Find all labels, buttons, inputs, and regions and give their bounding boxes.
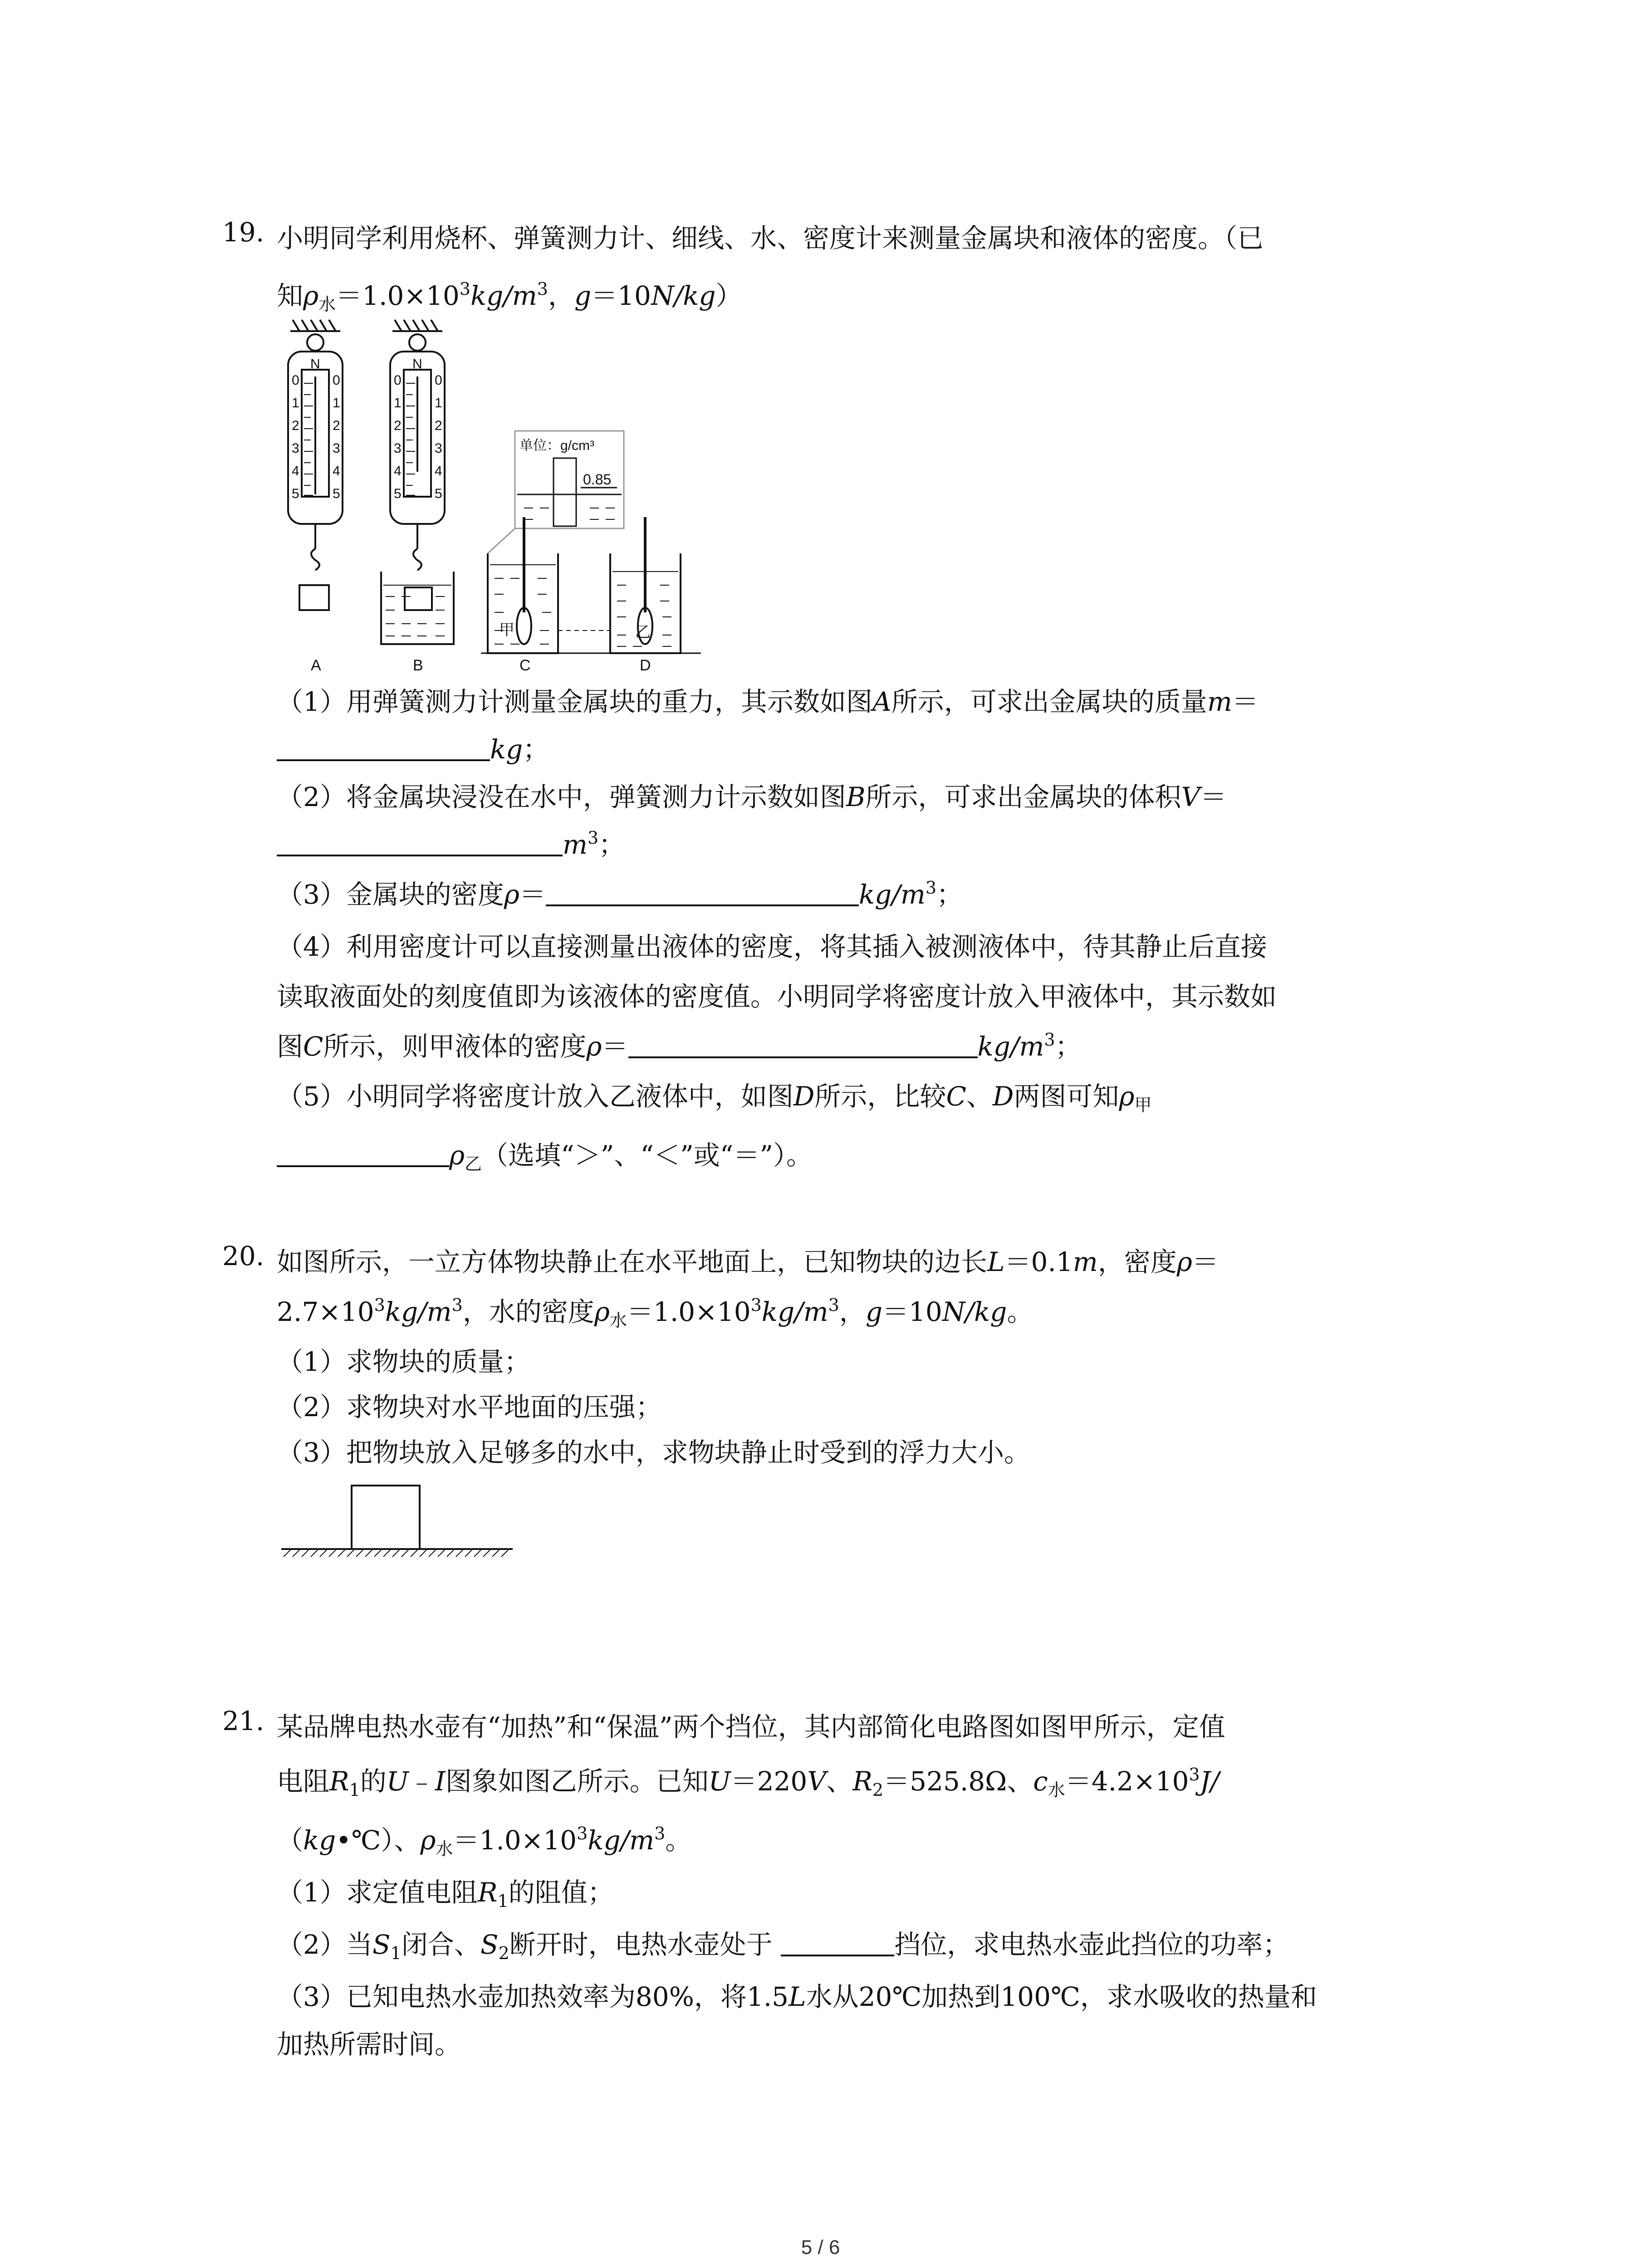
spring-scale-b-icon: [381, 334, 454, 644]
svg-text:1: 1: [394, 396, 402, 411]
q19-part5-line2: $\rho_乙$（选填“＞”、“＜”或“＝”）。: [277, 1134, 813, 1172]
answer-blank-metal-density[interactable]: [546, 881, 859, 906]
svg-text:2: 2: [394, 418, 402, 433]
svg-text:5: 5: [333, 486, 340, 501]
answer-blank-liquid-density[interactable]: [628, 1033, 978, 1058]
q19-part3: （3）金属块的密度$\rho= kg/m^3$；: [277, 878, 963, 910]
q19-number: 19.: [222, 217, 265, 248]
q21-part2: （2）当$S_1$闭合、$S_2$断开时，电热水壶处于 挡位，求电热水壶此挡位的功率；: [277, 1929, 1289, 1963]
ceiling-a-icon: [290, 320, 340, 331]
densimeter-reading: 0.85: [583, 471, 612, 488]
ground-hatch-icon: [284, 1550, 508, 1557]
svg-text:2: 2: [292, 418, 299, 433]
ceiling-b-icon: [392, 320, 442, 331]
cube-icon: [352, 1486, 420, 1549]
liquid-c-label: 甲: [499, 621, 514, 639]
q19-part5-line1: （5）小明同学将密度计放入乙液体中，如图D所示，比较C、D两图可知$\rho_甲$: [277, 1081, 1152, 1115]
q19-part2-line2: $m^3$；: [277, 823, 625, 861]
svg-text:0: 0: [394, 373, 402, 388]
q19-part4-line1: （4）利用密度计可以直接测量出液体的密度，将其插入被测液体中，待其静止后直接: [277, 931, 1267, 962]
q20-line1: 如图所示，一立方体物块静止在水平地面上，已知物块的边长L＝0.1m，密度ρ＝: [277, 1246, 1219, 1277]
q21-line2: 电阻$R_1$的U﹣I图象如图乙所示。已知U＝220V、$R_2=525.8\Omega$、$c_水=4.2\times 10^3J/$: [277, 1765, 1220, 1800]
q19-part1-line1: （1）用弹簧测力计测量金属块的重力，其示数如图A所示，可求出金属块的质量m＝: [277, 686, 1259, 717]
liquid-d-label: 乙: [635, 624, 651, 641]
answer-blank-compare[interactable]: [277, 1142, 449, 1167]
q20-part1: （1）求物块的质量；: [277, 1346, 530, 1377]
scale-a-letter: N: [310, 357, 320, 371]
q19-figure: [272, 318, 703, 671]
q19-part1-line2: kg；: [277, 728, 549, 766]
svg-text:5: 5: [435, 486, 442, 501]
svg-text:0: 0: [292, 373, 299, 388]
answer-blank-mass[interactable]: [277, 736, 490, 761]
svg-text:1: 1: [435, 396, 442, 411]
q20-number: 20.: [222, 1241, 265, 1271]
q20-cube-figure: [281, 1483, 517, 1560]
figure-label-b: B: [413, 657, 423, 671]
svg-text:4: 4: [333, 464, 340, 479]
svg-text:5: 5: [394, 486, 402, 501]
beaker-c-icon: [488, 517, 558, 653]
svg-text:4: 4: [394, 464, 402, 479]
figure-label-a: A: [311, 657, 321, 671]
page-number: 5 / 6: [801, 2236, 840, 2258]
q21-part3-line1: （3）已知电热水壶加热效率为80%，将1.5L水从20℃加热到100℃，求水吸收的热量和: [277, 1981, 1317, 2012]
svg-text:0: 0: [333, 373, 340, 388]
q21-number: 21.: [222, 1706, 265, 1736]
svg-text:3: 3: [333, 441, 340, 456]
unit-label: 单位：g/cm³: [519, 438, 594, 453]
q19-intro-line1: 小明同学利用烧杯、弹簧测力计、细线、水、密度计来测量金属块和液体的密度。（已: [277, 223, 1264, 254]
q20-line2: $2.7\times 10^3kg/m^3$，水的密度$\rho_水=1.0\times 10^3kg/m^3$，g＝10N/kg。: [277, 1295, 1034, 1330]
svg-text:3: 3: [435, 441, 442, 456]
svg-text:4: 4: [292, 464, 299, 479]
q21-line1: 某品牌电热水壶有“加热”和“保温”两个挡位，其内部简化电路图如图甲所示，定值: [277, 1711, 1225, 1742]
svg-text:5: 5: [292, 486, 299, 501]
q19-part4-line2: 读取液面处的刻度值即为该液体的密度值。小明同学将密度计放入甲液体中，其示数如: [277, 981, 1277, 1012]
answer-blank-gear[interactable]: [781, 1931, 894, 1956]
svg-text:1: 1: [292, 396, 299, 411]
svg-text:2: 2: [333, 418, 340, 433]
svg-text:4: 4: [435, 464, 442, 479]
q20-part2: （2）求物块对水平地面的压强；: [277, 1392, 662, 1422]
figure-label-d: D: [640, 657, 651, 671]
svg-text:2: 2: [435, 418, 442, 433]
q19-intro-line2: 知$\rho_水=1.0\times 10^3kg/m^3$，g＝10N/kg）: [277, 279, 742, 314]
figure-label-c: C: [519, 657, 531, 671]
svg-text:0: 0: [435, 373, 442, 388]
q21-line3: （kg•℃）、$\rho_水=1.0\times 10^3kg/m^3$。: [277, 1823, 692, 1859]
q21-part3-line2: 加热所需时间。: [277, 2029, 461, 2060]
scale-b-letter: N: [412, 357, 422, 371]
svg-text:3: 3: [394, 441, 402, 456]
svg-text:3: 3: [292, 441, 299, 456]
answer-blank-volume[interactable]: [277, 831, 563, 856]
q19-part2-line1: （2）将金属块浸没在水中，弹簧测力计示数如图B所示，可求出金属块的体积V＝: [277, 782, 1227, 812]
q20-part3: （3）把物块放入足够多的水中，求物块静止时受到的浮力大小。: [277, 1437, 1030, 1468]
q21-part1: （1）求定值电阻$R_1$的阻值；: [277, 1877, 614, 1911]
svg-text:1: 1: [333, 396, 340, 411]
q19-part4-line3: 图C所示，则甲液体的密度$\rho= kg/m^3$；: [277, 1030, 1082, 1062]
